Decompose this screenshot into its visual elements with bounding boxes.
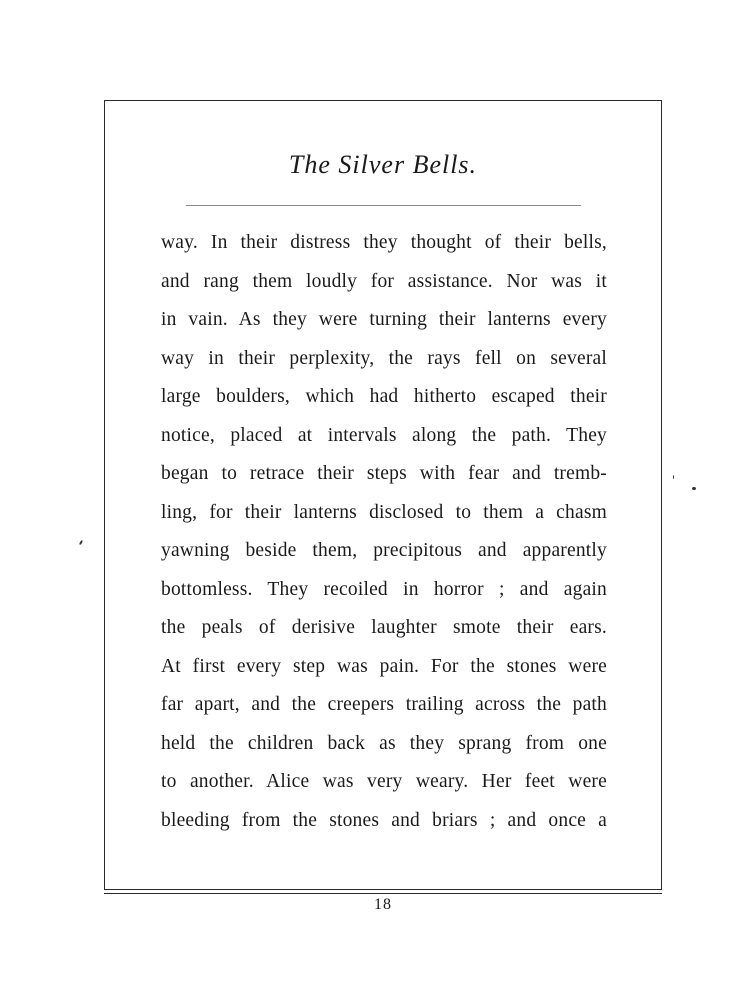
text-line: way. In their distress they thought of their bells,	[161, 232, 607, 253]
page-number: 18	[374, 896, 392, 913]
text-line: large boulders, which had hitherto escaped their	[161, 386, 607, 407]
text-line: in vain. As they were turning their lanterns every	[161, 309, 607, 330]
text-line: way in their perplexity, the rays fell on several	[161, 347, 607, 369]
text-line: far apart, and the creepers trailing across the path	[161, 694, 607, 715]
body-text	[161, 224, 607, 840]
text-line: bottomless. They recoiled in horror ; and again	[161, 578, 607, 600]
text-line: and rang them loudly for assistance. Nor was it	[161, 270, 607, 292]
text-line: to another. Alice was very weary. Her feet were	[161, 771, 607, 792]
text-line: At first every step was pain. For the stones were	[161, 655, 607, 677]
scan-speck	[79, 540, 83, 545]
scan-speck	[673, 475, 674, 479]
text-line: the peals of derisive laughter smote their ears.	[161, 617, 607, 638]
text-line: notice, placed at intervals along the path. They	[161, 424, 607, 446]
head-rule	[186, 205, 581, 206]
running-head: The Silver Bells.	[288, 150, 478, 179]
text-line: bleeding from the stones and briars ; and once a	[161, 809, 607, 831]
text-line: held the children back as they sprang from one	[161, 732, 607, 754]
text-line: began to retrace their steps with fear and tremb-	[161, 463, 607, 484]
text-line: yawning beside them, precipitous and apparently	[161, 540, 607, 561]
frame-bottom-rule	[104, 893, 662, 894]
scan-speck	[692, 487, 696, 490]
text-line: ling, for their lanterns disclosed to them a chasm	[161, 501, 607, 523]
